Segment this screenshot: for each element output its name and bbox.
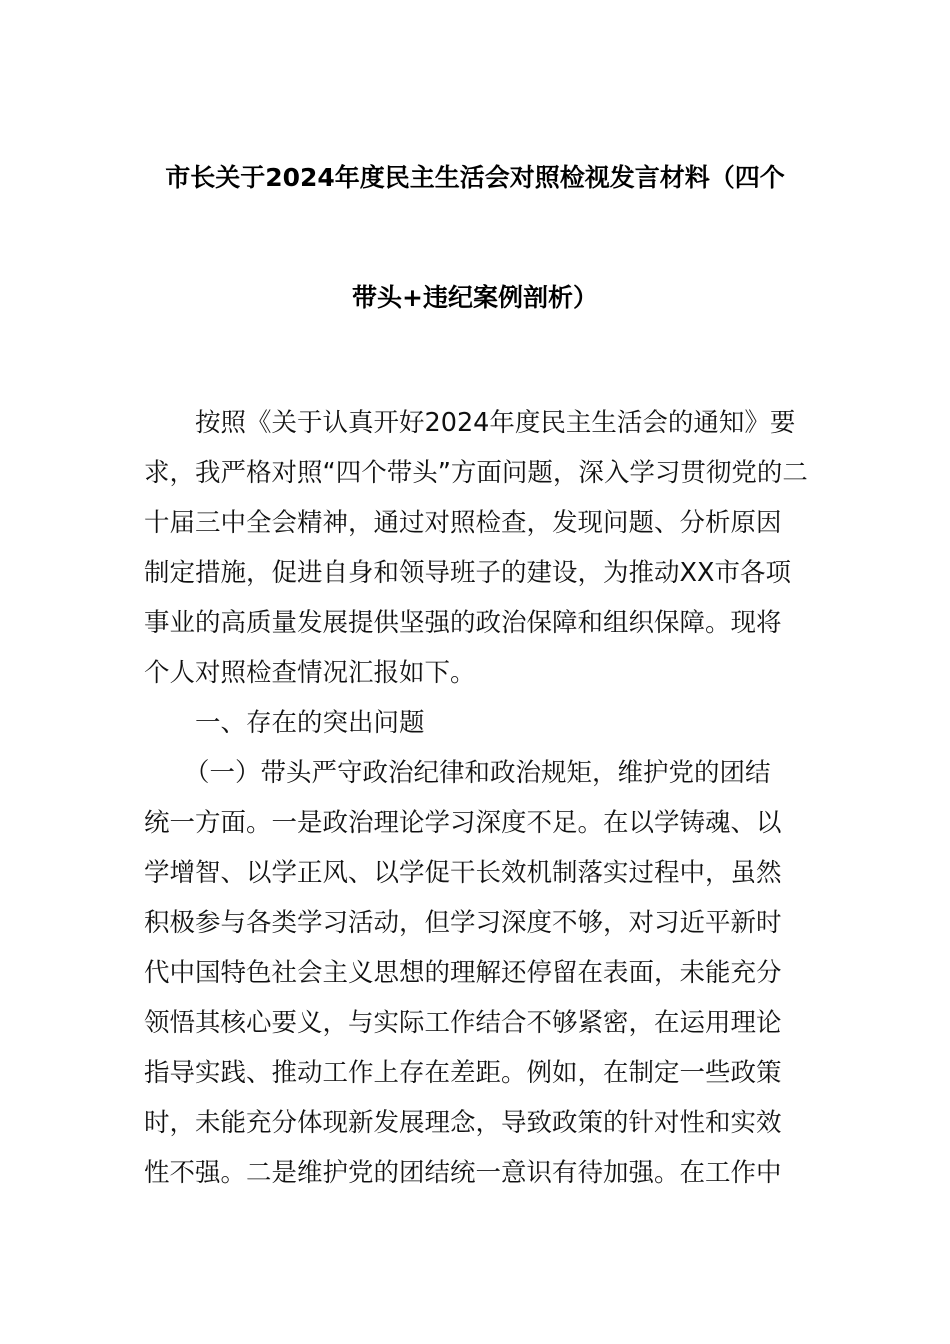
section-heading: 一、存在的突出问题 (195, 708, 425, 738)
paragraph-2-line: 领悟其核心要义，与实际工作结合不够紧密，在运用理论 (144, 1008, 782, 1038)
paragraph-2-line: 统一方面。一是政治理论学习深度不足。在以学铸魂、以 (144, 808, 782, 838)
paragraph-2-line: 时，未能充分体现新发展理念，导致政策的针对性和实效 (144, 1108, 782, 1138)
paragraph-2-line: 指导实践、推动工作上存在差距。例如，在制定一些政策 (144, 1058, 782, 1088)
paragraph-2-line: （一）带头严守政治纪律和政治规矩，维护党的团结 (184, 758, 771, 788)
paragraph-1-line: 十届三中全会精神，通过对照检查，发现问题、分析原因 (144, 508, 782, 538)
paragraph-1-line: 事业的高质量发展提供坚强的政治保障和组织保障。现将 (144, 608, 782, 638)
document-title-line-1: 市长关于2024年度民主生活会对照检视发言材料（四个 (165, 163, 785, 192)
paragraph-2-line: 性不强。二是维护党的团结统一意识有待加强。在工作中 (144, 1158, 782, 1188)
paragraph-2-line: 积极参与各类学习活动，但学习深度不够，对习近平新时 (144, 908, 782, 938)
paragraph-1-line: 个人对照检查情况汇报如下。 (144, 658, 476, 688)
paragraph-1-line: 求，我严格对照“四个带头”方面问题，深入学习贯彻党的二 (144, 458, 808, 488)
document-title-line-2: 带头+违纪案例剖析） (352, 283, 598, 312)
paragraph-1-line: 制定措施，促进自身和领导班子的建设，为推动XX市各项 (144, 558, 791, 588)
paragraph-2-line: 代中国特色社会主义思想的理解还停留在表面，未能充分 (144, 958, 782, 988)
paragraph-2-line: 学增智、以学正风、以学促干长效机制落实过程中，虽然 (144, 858, 782, 888)
paragraph-1-line: 按照《关于认真开好2024年度民主生活会的通知》要 (195, 408, 796, 438)
document-body (144, 398, 809, 1198)
